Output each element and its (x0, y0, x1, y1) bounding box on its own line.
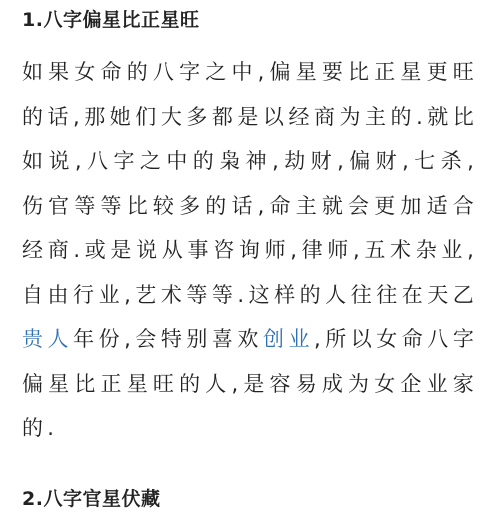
section-1-heading: 1.八字偏星比正星旺 (22, 9, 200, 31)
paragraph-text-part-3: ,所以女命八字偏星比正星旺的人,是容易成为女企业家的. (22, 327, 479, 440)
paragraph-text-part-1: 如果女命的八字之中,偏星要比正星更旺的话,那她们大多都是以经商为主的.就比如说,八字之中的枭神,劫财,偏财,七杀,伤官等等比较多的话,命主就会更加适合经商.或是说从事咨询师,律师,五术杂业,自由行业,艺术等等.这样的人往往在天乙 (22, 60, 478, 307)
chuangye-link[interactable]: 创业 (262, 327, 314, 351)
paragraph-text-part-2: 年份,会特别喜欢 (73, 327, 263, 351)
section-1-paragraph (22, 50, 478, 451)
section-2-heading: 2.八字官星伏藏 (22, 487, 161, 510)
guiren-link[interactable]: 贵人 (22, 327, 74, 351)
